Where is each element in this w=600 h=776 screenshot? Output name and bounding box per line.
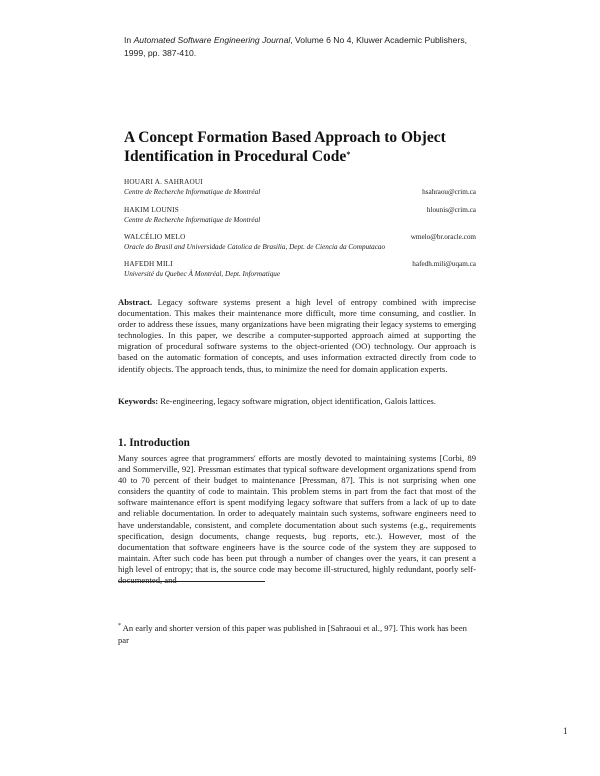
abstract-text: Legacy software systems present a high level of entropy combined with imprecise documentation. This makes their maintenance more difficult, more time consuming, and costlier. In order to address these issues, many organizations have been migrating their legacy systems to emerging technologies. In this paper, we describe a computer-supported approach aimed at supporting the migration of procedural software systems to the object-oriented (OO) technology. Our approach is based on the automatic formation of concepts, and uses information extracted directly from code to identify objects. The approach tends, thus, to minimize the need for domain application experts. (118, 297, 476, 374)
author-name: HOUARI A. SAHRAOUI (124, 178, 203, 186)
citation-prefix: In (124, 35, 134, 45)
author-name: WALCÉLIO MELO (124, 233, 186, 241)
section-heading: 1. Introduction (118, 437, 190, 449)
keywords (118, 396, 476, 407)
author-email: hafedh.mili@uqam.ca (412, 260, 476, 268)
author-block (124, 205, 476, 225)
introduction-paragraph: Many sources agree that programmers' efforts are mostly devoted to maintaining systems [Corbi, 89 and Sommerville, 92]. Pressman estimates that typical software development organizations spend from 40 to 70 percent of their budget to maintenance [Pressman, 87]. This is not surprising when one considers the quantity of code to maintain. This problem stems in part from the fact that most of the software maintenance effort is spent modifying legacy software that suffers from a lack of up to date and reliable documentation. In order to adequately maintain such systems, software engineers need to have understandable, consistent, and complete documentation about such systems (e.g., requirements specification, design documents, change requests, bug reports, etc.). However, most of the documentation that software engineers have is the source code of the system they are supposed to maintain. After such code has been put through a number of changes over the years, it can present a high level of entropy; that is, the source code may become ill-structured, highly redundant, poorly self-documented, and (118, 453, 476, 586)
abstract-label: Abstract. (118, 297, 153, 307)
title-line-1: A Concept Formation Based Approach to Object (124, 129, 446, 146)
author-affiliation: Université du Quebec À Montréal, Dept. Informatique (124, 270, 281, 278)
author-block (124, 177, 476, 197)
author-name: HAFEDH MILI (124, 260, 173, 268)
author-block (124, 232, 476, 252)
keywords-text: Re-engineering, legacy software migration, object identification, Galois lattices. (158, 396, 436, 406)
footnote (118, 620, 476, 646)
author-affiliation: Centre de Recherche Informatique de Montréal (124, 188, 261, 196)
keywords-label: Keywords: (118, 396, 159, 406)
author-email: hsahraou@crim.ca (422, 188, 476, 196)
author-affiliation: Oracle do Brasil and Universidade Catolica de Brasilia, Dept. de Ciencia da Computacao (124, 243, 386, 251)
author-email: hlounis@crim.ca (426, 206, 476, 214)
author-email: wmelo@br.oracle.com (410, 233, 476, 241)
citation-header (124, 34, 484, 60)
paper-title (124, 128, 504, 166)
citation-suffix: , Volume 6 No 4, Kluwer Academic Publishers, 1999, pp. 387-410. (124, 35, 467, 58)
author-affiliation: Centre de Recherche Informatique de Montréal (124, 216, 261, 224)
author-block (124, 259, 476, 279)
title-line-2: Identification in Procedural Code (124, 148, 347, 165)
footnote-text: An early and shorter version of this paper was published in [Sahraoui et al., 97]. This work has been par (118, 622, 467, 645)
footnote-divider (118, 581, 265, 582)
footnote-mark: * (118, 623, 121, 629)
page-number: 1 (563, 726, 568, 736)
title-footnote-mark: * (346, 150, 351, 159)
author-name: HAKIM LOUNIS (124, 206, 179, 214)
abstract (118, 297, 476, 375)
journal-name: Automated Software Engineering Journal (133, 35, 291, 45)
